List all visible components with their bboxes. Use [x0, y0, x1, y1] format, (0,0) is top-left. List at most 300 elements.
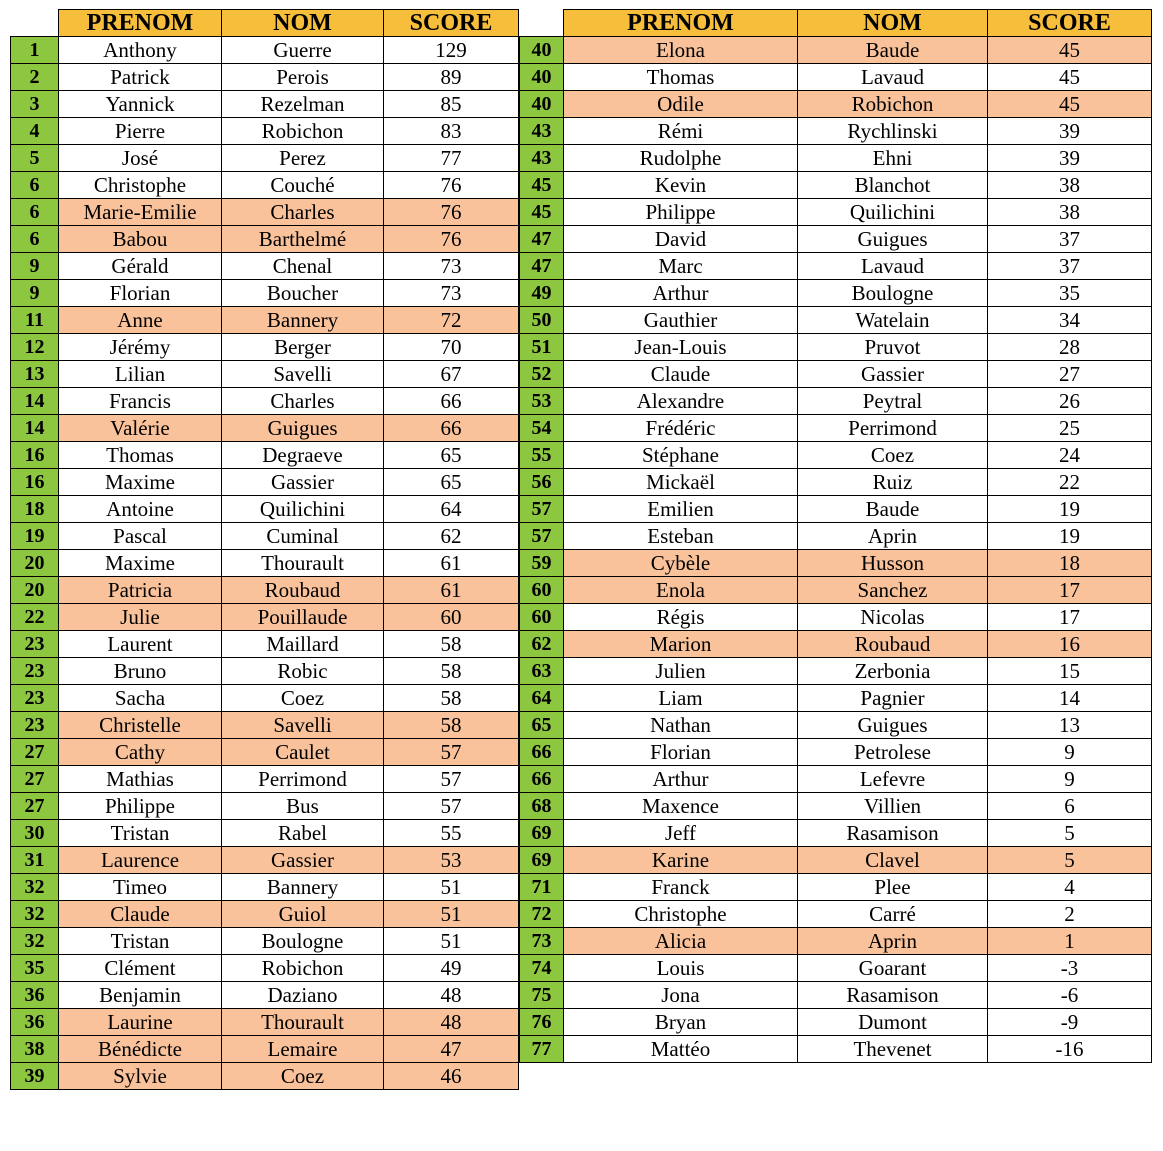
table-row [520, 496, 1152, 523]
prenom-cell: Louis [564, 955, 798, 982]
table-row [11, 874, 519, 901]
prenom-cell: Philippe [564, 199, 798, 226]
table-row [11, 820, 519, 847]
prenom-cell: José [59, 145, 222, 172]
prenom-cell: Tristan [59, 820, 222, 847]
rank-cell: 53 [520, 388, 564, 415]
prenom-cell: Laurine [59, 1009, 222, 1036]
rank-cell: 54 [520, 415, 564, 442]
nom-cell: Guigues [798, 226, 988, 253]
ranking-table-left [10, 9, 519, 1090]
rank-cell: 64 [520, 685, 564, 712]
table-row [520, 37, 1152, 64]
table-row [11, 712, 519, 739]
nom-cell: Gassier [222, 847, 384, 874]
prenom-cell: Laurence [59, 847, 222, 874]
nom-cell: Bannery [222, 874, 384, 901]
nom-cell: Dumont [798, 1009, 988, 1036]
rank-cell: 50 [520, 307, 564, 334]
score-cell: -6 [988, 982, 1152, 1009]
table-row [11, 793, 519, 820]
prenom-cell: Rémi [564, 118, 798, 145]
prenom-cell: Gauthier [564, 307, 798, 334]
ranking-table-right [519, 9, 1152, 1063]
rank-cell: 6 [11, 226, 59, 253]
table-row [11, 901, 519, 928]
prenom-cell: Kevin [564, 172, 798, 199]
nom-cell: Lavaud [798, 64, 988, 91]
nom-cell: Chenal [222, 253, 384, 280]
prenom-cell: Esteban [564, 523, 798, 550]
prenom-cell: Benjamin [59, 982, 222, 1009]
score-cell: 58 [384, 658, 519, 685]
rank-cell: 3 [11, 91, 59, 118]
nom-cell: Perois [222, 64, 384, 91]
nom-cell: Plee [798, 874, 988, 901]
rank-cell: 52 [520, 361, 564, 388]
rank-cell: 65 [520, 712, 564, 739]
score-cell: 73 [384, 280, 519, 307]
nom-cell: Perez [222, 145, 384, 172]
prenom-cell: Marc [564, 253, 798, 280]
score-cell: 57 [384, 766, 519, 793]
table-row [11, 631, 519, 658]
score-cell: 5 [988, 847, 1152, 874]
table-row [520, 307, 1152, 334]
table-row [11, 604, 519, 631]
rank-cell: 36 [11, 1009, 59, 1036]
nom-cell: Perrimond [798, 415, 988, 442]
table-row [520, 523, 1152, 550]
rank-cell: 32 [11, 928, 59, 955]
rank-cell: 71 [520, 874, 564, 901]
score-cell: 34 [988, 307, 1152, 334]
nom-cell: Ehni [798, 145, 988, 172]
rank-cell: 60 [520, 604, 564, 631]
prenom-cell: Cathy [59, 739, 222, 766]
nom-cell: Rezelman [222, 91, 384, 118]
header-nom: NOM [798, 10, 988, 37]
header-prenom: PRENOM [59, 10, 222, 37]
prenom-cell: Marie-Emilie [59, 199, 222, 226]
table-row [520, 1009, 1152, 1036]
score-cell: -9 [988, 1009, 1152, 1036]
prenom-cell: Cybèle [564, 550, 798, 577]
rank-cell: 57 [520, 496, 564, 523]
score-cell: 45 [988, 91, 1152, 118]
rank-cell: 12 [11, 334, 59, 361]
rank-cell: 14 [11, 415, 59, 442]
nom-cell: Boulogne [798, 280, 988, 307]
rank-cell: 40 [520, 64, 564, 91]
prenom-cell: Antoine [59, 496, 222, 523]
nom-cell: Caulet [222, 739, 384, 766]
rank-cell: 68 [520, 793, 564, 820]
score-cell: 51 [384, 901, 519, 928]
table-row [520, 334, 1152, 361]
score-cell: 25 [988, 415, 1152, 442]
rank-cell: 74 [520, 955, 564, 982]
table-row [11, 928, 519, 955]
table-row [11, 199, 519, 226]
score-cell: 19 [988, 523, 1152, 550]
prenom-cell: Jérémy [59, 334, 222, 361]
rank-cell: 62 [520, 631, 564, 658]
score-cell: 17 [988, 577, 1152, 604]
table-row [11, 1009, 519, 1036]
nom-cell: Bannery [222, 307, 384, 334]
table-row [520, 766, 1152, 793]
score-cell: 39 [988, 118, 1152, 145]
prenom-cell: Patricia [59, 577, 222, 604]
nom-cell: Daziano [222, 982, 384, 1009]
rank-cell: 32 [11, 901, 59, 928]
prenom-cell: Frédéric [564, 415, 798, 442]
table-row [520, 658, 1152, 685]
nom-cell: Boucher [222, 280, 384, 307]
score-cell: 76 [384, 199, 519, 226]
prenom-cell: Maxence [564, 793, 798, 820]
score-cell: 38 [988, 199, 1152, 226]
nom-cell: Guigues [798, 712, 988, 739]
rank-cell: 47 [520, 226, 564, 253]
nom-cell: Coez [222, 1063, 384, 1090]
table-row [520, 685, 1152, 712]
table-row [11, 766, 519, 793]
table-row [11, 685, 519, 712]
nom-cell: Quilichini [798, 199, 988, 226]
score-cell: 58 [384, 685, 519, 712]
nom-cell: Thourault [222, 1009, 384, 1036]
score-cell: 77 [384, 145, 519, 172]
score-cell: 9 [988, 739, 1152, 766]
nom-cell: Thevenet [798, 1036, 988, 1063]
table-row [520, 64, 1152, 91]
nom-cell: Degraeve [222, 442, 384, 469]
prenom-cell: Bruno [59, 658, 222, 685]
prenom-cell: Tristan [59, 928, 222, 955]
rank-cell: 16 [11, 442, 59, 469]
table-row [520, 604, 1152, 631]
score-cell: -3 [988, 955, 1152, 982]
prenom-cell: Christelle [59, 712, 222, 739]
score-cell: 45 [988, 64, 1152, 91]
table-row [520, 172, 1152, 199]
score-cell: 28 [988, 334, 1152, 361]
prenom-cell: Arthur [564, 766, 798, 793]
rank-cell: 20 [11, 577, 59, 604]
score-cell: 66 [384, 415, 519, 442]
prenom-cell: Rudolphe [564, 145, 798, 172]
nom-cell: Charles [222, 199, 384, 226]
score-cell: 51 [384, 928, 519, 955]
rank-cell: 23 [11, 658, 59, 685]
rank-cell: 72 [520, 901, 564, 928]
prenom-cell: Anthony [59, 37, 222, 64]
prenom-cell: Marion [564, 631, 798, 658]
table-row [11, 361, 519, 388]
rank-cell: 20 [11, 550, 59, 577]
rank-cell: 77 [520, 1036, 564, 1063]
nom-cell: Boulogne [222, 928, 384, 955]
table-row [520, 415, 1152, 442]
score-cell: 85 [384, 91, 519, 118]
table-row [11, 37, 519, 64]
nom-cell: Barthelmé [222, 226, 384, 253]
prenom-cell: Mattéo [564, 1036, 798, 1063]
table-row [520, 361, 1152, 388]
prenom-cell: Clément [59, 955, 222, 982]
rank-cell: 1 [11, 37, 59, 64]
nom-cell: Perrimond [222, 766, 384, 793]
prenom-cell: Bryan [564, 1009, 798, 1036]
prenom-cell: Yannick [59, 91, 222, 118]
rank-cell: 75 [520, 982, 564, 1009]
score-cell: 48 [384, 982, 519, 1009]
header-nom: NOM [222, 10, 384, 37]
nom-cell: Petrolese [798, 739, 988, 766]
score-cell: -16 [988, 1036, 1152, 1063]
rank-cell: 4 [11, 118, 59, 145]
rank-cell: 36 [11, 982, 59, 1009]
score-cell: 64 [384, 496, 519, 523]
prenom-cell: Claude [564, 361, 798, 388]
rank-cell: 59 [520, 550, 564, 577]
score-cell: 27 [988, 361, 1152, 388]
nom-cell: Pagnier [798, 685, 988, 712]
table-row [11, 469, 519, 496]
score-cell: 1 [988, 928, 1152, 955]
table-row [11, 91, 519, 118]
rank-cell: 76 [520, 1009, 564, 1036]
rank-cell: 6 [11, 172, 59, 199]
rank-cell: 30 [11, 820, 59, 847]
table-row [520, 847, 1152, 874]
score-cell: 26 [988, 388, 1152, 415]
score-cell: 37 [988, 226, 1152, 253]
nom-cell: Savelli [222, 712, 384, 739]
score-cell: 58 [384, 631, 519, 658]
score-cell: 89 [384, 64, 519, 91]
table-row [520, 91, 1152, 118]
rank-cell: 40 [520, 37, 564, 64]
rank-cell: 43 [520, 145, 564, 172]
prenom-cell: Babou [59, 226, 222, 253]
score-cell: 38 [988, 172, 1152, 199]
score-cell: 16 [988, 631, 1152, 658]
prenom-cell: Thomas [59, 442, 222, 469]
score-cell: 15 [988, 658, 1152, 685]
prenom-cell: Sylvie [59, 1063, 222, 1090]
score-cell: 62 [384, 523, 519, 550]
header-prenom: PRENOM [564, 10, 798, 37]
prenom-cell: Gérald [59, 253, 222, 280]
table-row [520, 469, 1152, 496]
table-row [520, 874, 1152, 901]
score-cell: 2 [988, 901, 1152, 928]
table-row [520, 118, 1152, 145]
table-row [11, 145, 519, 172]
nom-cell: Rasamison [798, 820, 988, 847]
prenom-cell: Karine [564, 847, 798, 874]
score-cell: 19 [988, 496, 1152, 523]
rank-cell: 11 [11, 307, 59, 334]
table-row [11, 955, 519, 982]
table-row [520, 1036, 1152, 1063]
prenom-cell: Timeo [59, 874, 222, 901]
table-row [11, 226, 519, 253]
nom-cell: Nicolas [798, 604, 988, 631]
table-row [11, 739, 519, 766]
table-row [520, 253, 1152, 280]
nom-cell: Robic [222, 658, 384, 685]
nom-cell: Villien [798, 793, 988, 820]
rank-cell: 40 [520, 91, 564, 118]
prenom-cell: Julie [59, 604, 222, 631]
prenom-cell: Mathias [59, 766, 222, 793]
nom-cell: Lemaire [222, 1036, 384, 1063]
rank-cell: 49 [520, 280, 564, 307]
score-cell: 18 [988, 550, 1152, 577]
score-cell: 48 [384, 1009, 519, 1036]
nom-cell: Coez [798, 442, 988, 469]
nom-cell: Gassier [798, 361, 988, 388]
rank-cell: 56 [520, 469, 564, 496]
prenom-cell: David [564, 226, 798, 253]
nom-cell: Guiol [222, 901, 384, 928]
prenom-cell: Maxime [59, 550, 222, 577]
score-cell: 83 [384, 118, 519, 145]
nom-cell: Robichon [222, 118, 384, 145]
nom-cell: Guerre [222, 37, 384, 64]
nom-cell: Sanchez [798, 577, 988, 604]
score-cell: 51 [384, 874, 519, 901]
score-cell: 5 [988, 820, 1152, 847]
nom-cell: Guigues [222, 415, 384, 442]
table-row [11, 496, 519, 523]
prenom-cell: Jean-Louis [564, 334, 798, 361]
score-cell: 35 [988, 280, 1152, 307]
nom-cell: Watelain [798, 307, 988, 334]
table-row [11, 577, 519, 604]
nom-cell: Goarant [798, 955, 988, 982]
score-cell: 24 [988, 442, 1152, 469]
rank-cell: 9 [11, 280, 59, 307]
header-row [520, 10, 1152, 37]
score-cell: 70 [384, 334, 519, 361]
rank-cell: 38 [11, 1036, 59, 1063]
score-cell: 6 [988, 793, 1152, 820]
table-row [11, 442, 519, 469]
prenom-cell: Jona [564, 982, 798, 1009]
rank-cell: 43 [520, 118, 564, 145]
prenom-cell: Christophe [564, 901, 798, 928]
nom-cell: Carré [798, 901, 988, 928]
rank-cell: 27 [11, 766, 59, 793]
rank-cell: 51 [520, 334, 564, 361]
prenom-cell: Claude [59, 901, 222, 928]
nom-cell: Berger [222, 334, 384, 361]
prenom-cell: Arthur [564, 280, 798, 307]
prenom-cell: Stéphane [564, 442, 798, 469]
table-row [520, 226, 1152, 253]
table-row [520, 955, 1152, 982]
nom-cell: Zerbonia [798, 658, 988, 685]
nom-cell: Lavaud [798, 253, 988, 280]
nom-cell: Gassier [222, 469, 384, 496]
rank-cell: 63 [520, 658, 564, 685]
prenom-cell: Florian [59, 280, 222, 307]
prenom-cell: Liam [564, 685, 798, 712]
table-row [11, 334, 519, 361]
score-cell: 57 [384, 793, 519, 820]
nom-cell: Blanchot [798, 172, 988, 199]
nom-cell: Roubaud [798, 631, 988, 658]
nom-cell: Quilichini [222, 496, 384, 523]
rank-cell: 73 [520, 928, 564, 955]
score-cell: 49 [384, 955, 519, 982]
rank-cell: 60 [520, 577, 564, 604]
score-cell: 22 [988, 469, 1152, 496]
table-row [11, 523, 519, 550]
prenom-cell: Valérie [59, 415, 222, 442]
table-row [520, 739, 1152, 766]
score-cell: 58 [384, 712, 519, 739]
table-row [11, 118, 519, 145]
nom-cell: Coez [222, 685, 384, 712]
nom-cell: Aprin [798, 523, 988, 550]
prenom-cell: Régis [564, 604, 798, 631]
prenom-cell: Emilien [564, 496, 798, 523]
table-row [520, 388, 1152, 415]
table-row [520, 901, 1152, 928]
header-row [11, 10, 519, 37]
table-row [520, 631, 1152, 658]
table-row [520, 550, 1152, 577]
prenom-cell: Alicia [564, 928, 798, 955]
score-cell: 60 [384, 604, 519, 631]
nom-cell: Thourault [222, 550, 384, 577]
prenom-cell: Alexandre [564, 388, 798, 415]
score-cell: 65 [384, 442, 519, 469]
rank-cell: 55 [520, 442, 564, 469]
prenom-cell: Julien [564, 658, 798, 685]
rank-cell: 45 [520, 199, 564, 226]
nom-cell: Baude [798, 37, 988, 64]
rank-cell: 5 [11, 145, 59, 172]
table-row [11, 307, 519, 334]
score-cell: 57 [384, 739, 519, 766]
prenom-cell: Jeff [564, 820, 798, 847]
table-row [520, 712, 1152, 739]
rank-cell: 9 [11, 253, 59, 280]
prenom-cell: Maxime [59, 469, 222, 496]
score-cell: 129 [384, 37, 519, 64]
table-row [11, 658, 519, 685]
nom-cell: Charles [222, 388, 384, 415]
table-row [520, 793, 1152, 820]
score-cell: 45 [988, 37, 1152, 64]
score-cell: 72 [384, 307, 519, 334]
nom-cell: Baude [798, 496, 988, 523]
rank-cell: 13 [11, 361, 59, 388]
prenom-cell: Franck [564, 874, 798, 901]
score-cell: 9 [988, 766, 1152, 793]
prenom-cell: Christophe [59, 172, 222, 199]
nom-cell: Roubaud [222, 577, 384, 604]
rank-cell: 16 [11, 469, 59, 496]
nom-cell: Lefevre [798, 766, 988, 793]
